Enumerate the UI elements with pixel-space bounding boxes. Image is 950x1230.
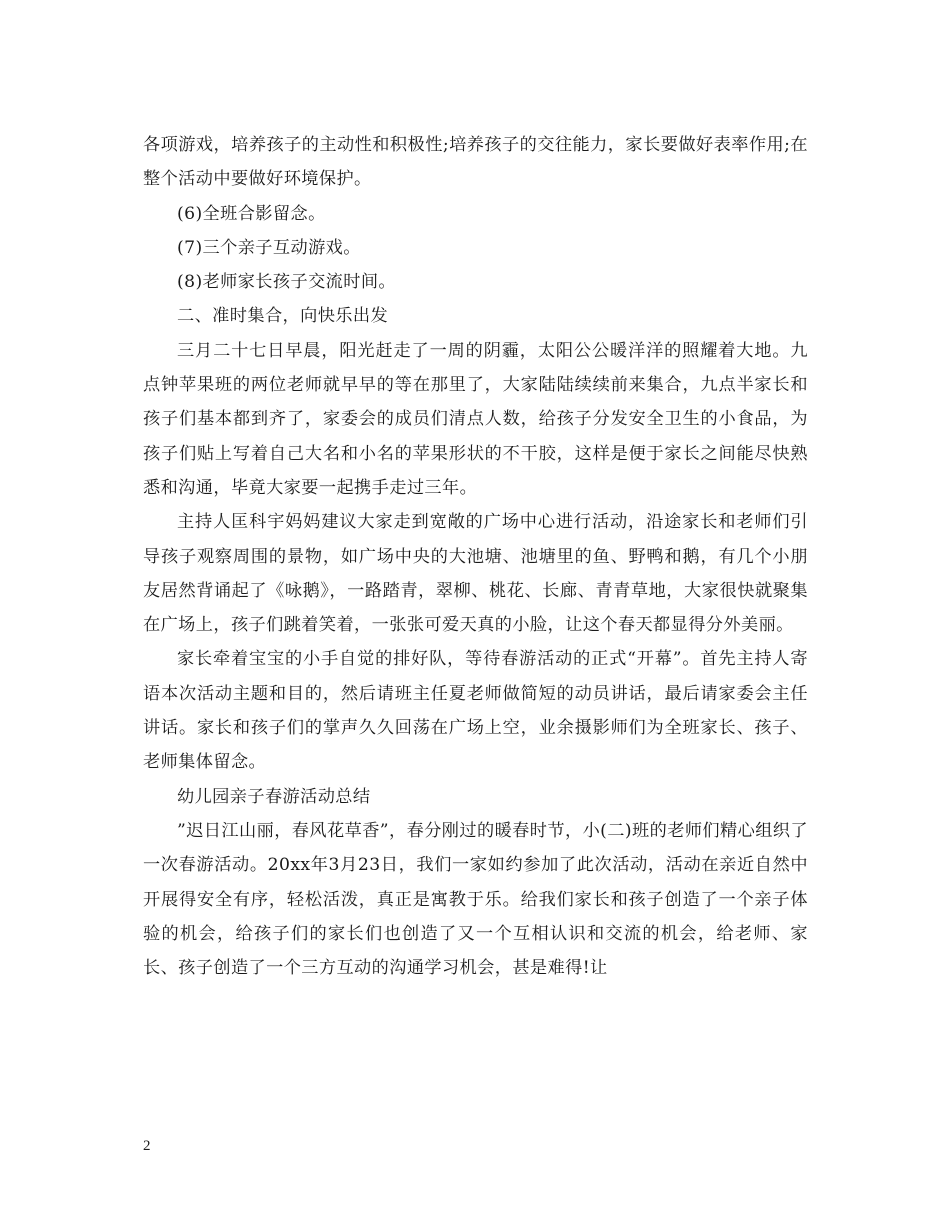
paragraph-4: (8)老师家长孩子交流时间。 <box>177 272 397 293</box>
paragraph-1: 各项游戏，培养孩子的主动性和积极性;培养孩子的交往能力，家长要做好表率作用;在整个活动中要做好环境保护。 <box>143 135 808 190</box>
summary-title: 幼儿园亲子春游活动总结 <box>177 786 371 807</box>
paragraph-3: (7)三个亲子互动游戏。 <box>177 237 361 258</box>
section-heading: 二、准时集合，向快乐出发 <box>177 306 389 327</box>
paragraph-8: 家长牵着宝宝的小手自觉的排好队，等待春游活动的正式“开幕”。首先主持人寄语本次活动主题和目的，然后请班主任夏老师做简短的动员讲话，最后请家委会主任讲话。家长和孩子们的掌声久久回荡在广场上空，业余摄影师们为全班家长、孩子、老师集体留念。 <box>143 649 808 773</box>
paragraph-7: 主持人匡科宇妈妈建议大家走到宽敞的广场中心进行活动，沿途家长和老师们引导孩子观察周围的景物，如广场中央的大池塘、池塘里的鱼、野鸭和鹅，有几个小朋友居然背诵起了《咏鹅》，一路踏青，翠柳、桃花、长廊、青青草地，大家很快就聚集在广场上，孩子们跳着笑着，一张张可爱天真的小脸，让这个春天都显得分外美丽。 <box>143 512 808 636</box>
paragraph-2: (6)全班合影留念。 <box>177 203 326 224</box>
page-number: 2 <box>143 1138 151 1154</box>
paragraph-6: 三月二十七日早晨，阳光赶走了一周的阴霾，太阳公公暖洋洋的照耀着大地。九点钟苹果班的两位老师就早早的等在那里了，大家陆陆续续前来集合，九点半家长和孩子们基本都到齐了，家委会的成员们清点人数，给孩子分发安全卫生的小食品，为孩子们贴上写着自己大名和小名的苹果形状的不干胶，这样是便于家长之间能尽快熟悉和沟通，毕竟大家要一起携手走过三年。 <box>143 340 808 498</box>
document-body <box>143 128 808 985</box>
paragraph-10: ”迟日江山丽，春风花草香”，春分刚过的暖春时节，小(二)班的老师们精心组织了一次春游活动。20xx年3月23日，我们一家如约参加了此次活动，活动在亲近自然中开展得安全有序，轻松活泼，真正是寓教于乐。给我们家长和孩子创造了一个亲子体验的机会，给孩子们的家长们也创造了又一个互相认识和交流的机会，给老师、家长、孩子创造了一个三方互动的沟通学习机会，甚是难得!让 <box>143 820 808 979</box>
